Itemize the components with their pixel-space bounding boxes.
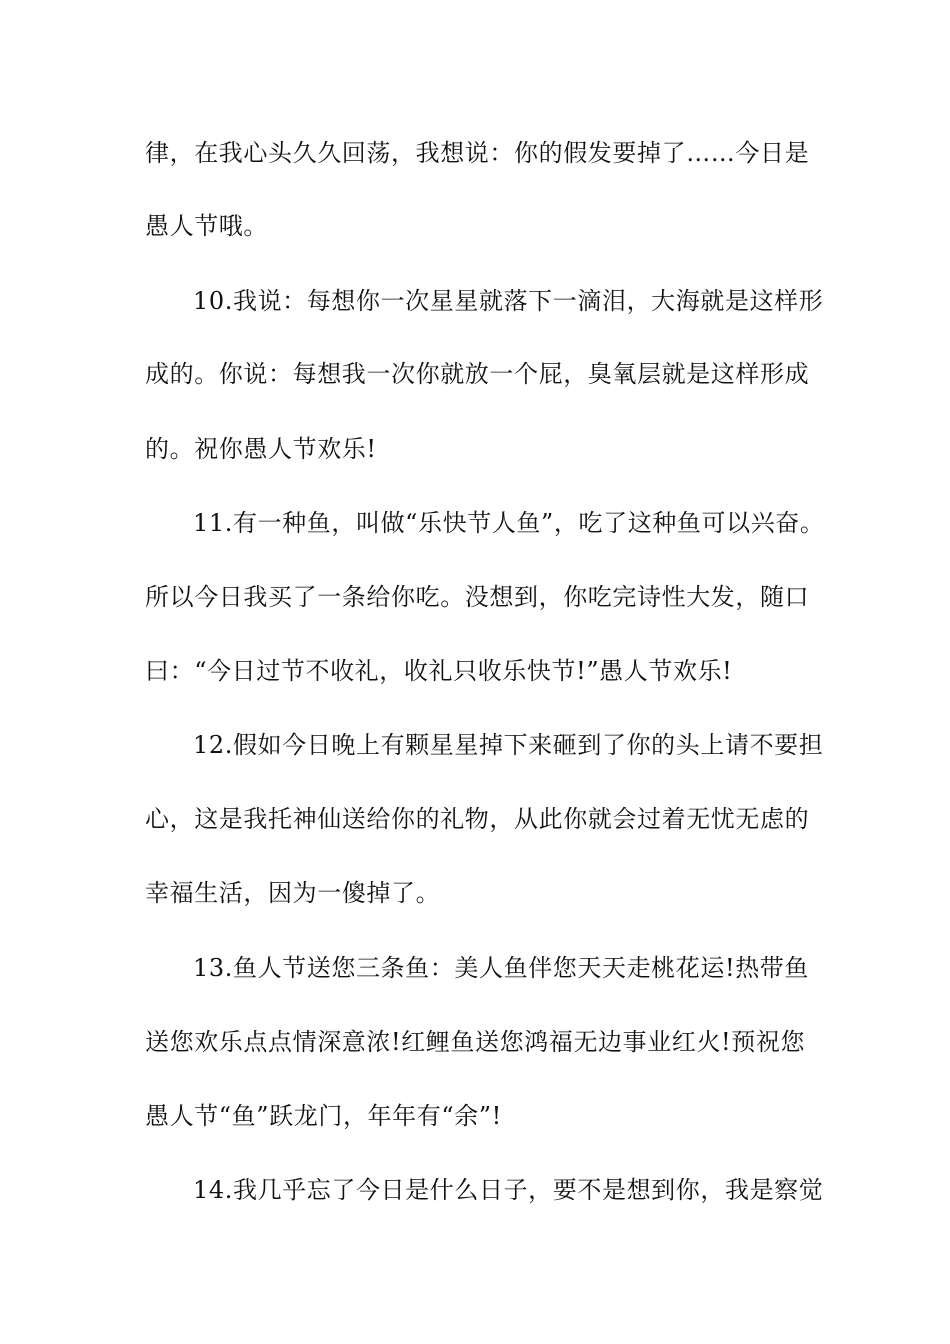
text-line: 律，在我心头久久回荡，我想说：你的假发要掉了……今日是 bbox=[145, 139, 810, 167]
text-line: 所以今日我买了一条给你吃。没想到，你吃完诗性大发，随口 bbox=[145, 583, 810, 611]
text-line: 成的。你说：每想我一次你就放一个屁，臭氧层就是这样形成 bbox=[145, 360, 810, 388]
text-line: 幸福生活，因为一傻掉了。 bbox=[145, 879, 441, 907]
paragraph-12-start: 12.假如今日晚上有颗星星掉下来砸到了你的头上请不要担 bbox=[193, 731, 824, 759]
text-line: 曰：“今日过节不收礼，收礼只收乐快节!”愚人节欢乐! bbox=[145, 657, 733, 685]
text-line: 心，这是我托神仙送给你的礼物，从此你就会过着无忧无虑的 bbox=[145, 805, 810, 833]
text-line: 愚人节哦。 bbox=[145, 212, 268, 240]
text-line: 愚人节“鱼”跃龙门，年年有“余”! bbox=[145, 1102, 502, 1130]
paragraph-11-start: 11.有一种鱼，叫做“乐快节人鱼”，吃了这种鱼可以兴奋。 bbox=[193, 509, 825, 537]
text-line: 的。祝你愚人节欢乐! bbox=[145, 435, 377, 463]
paragraph-14-start: 14.我几乎忘了今日是什么日子，要不是想到你，我是察觉 bbox=[193, 1176, 824, 1204]
paragraph-13-start: 13.鱼人节送您三条鱼：美人鱼伴您天天走桃花运!热带鱼 bbox=[193, 954, 810, 982]
paragraph-10-start: 10.我说：每想你一次星星就落下一滴泪，大海就是这样形 bbox=[193, 287, 824, 315]
text-line: 送您欢乐点点情深意浓!红鲤鱼送您鸿福无边事业红火!预祝您 bbox=[145, 1028, 806, 1056]
